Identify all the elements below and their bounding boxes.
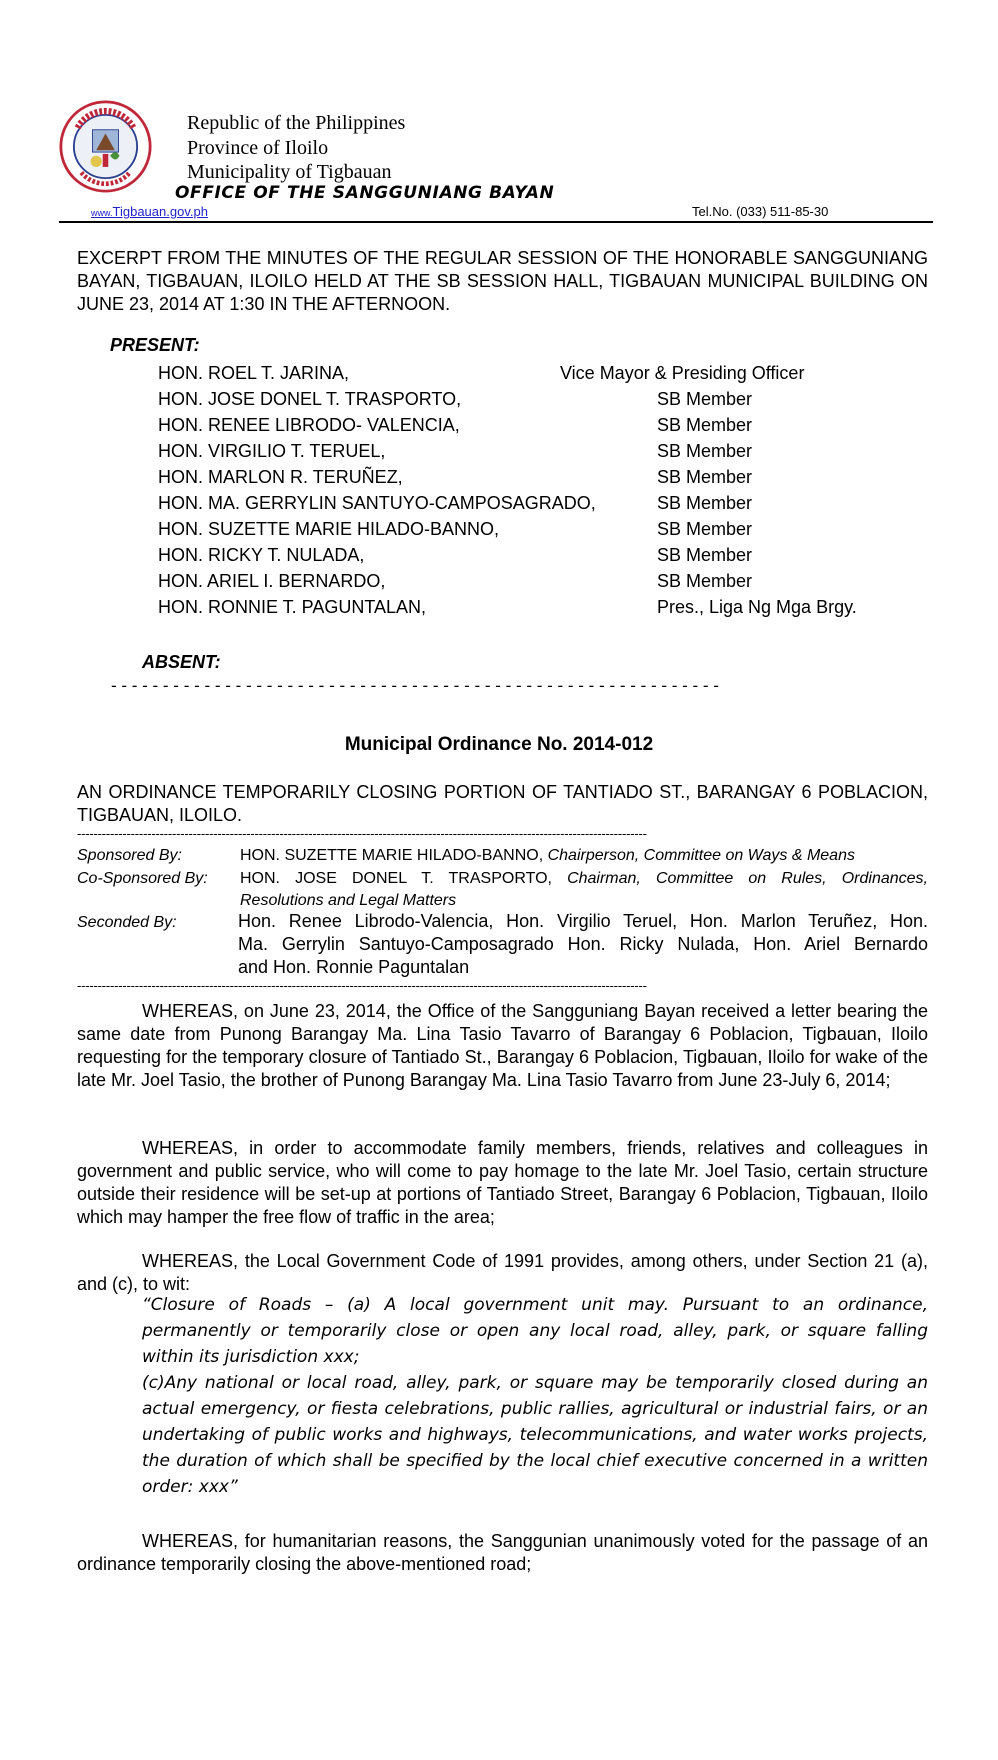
member-role: SB Member — [657, 415, 753, 435]
member-row — [158, 568, 918, 594]
whereas-clause-2: WHEREAS, in order to accommodate family members, friends, relatives and colleagues in government and public service, who will come to pay homage to the late Mr. Joel Tasio, certain structure outside their residence will be set-up at portions of Tantiado Street, Barangay 6 Poblacion, Tigbauan, Iloilo which may hamper the free flow of traffic in the area; — [77, 1138, 928, 1227]
header-office-title: OFFICE OF THE SANGGUNIANG BAYAN — [175, 183, 555, 203]
member-name: HON. RENEE LIBRODO- VALENCIA, — [158, 415, 460, 435]
member-row — [158, 490, 918, 516]
absent-heading: ABSENT: — [142, 652, 221, 672]
sponsor-title: Chairperson, Committee on Ways & Means — [547, 847, 855, 864]
spaced-dash-separator: - - - - - - - - - - - - - - - - - - - - - - - - - - - - - - - - - - - - - - - - - - - - - - - - - - - - - - - - - - - — [111, 676, 719, 695]
members-list — [158, 360, 918, 620]
member-row — [158, 542, 918, 568]
header-rule — [59, 221, 933, 223]
dash-separator-bottom: ------------------------------------------------------------------------------------------------------------------------------------------ — [77, 978, 647, 993]
seconded-line-1: Hon. Renee Librodo-Valencia, Hon. Virgilio Teruel, Hon. Marlon Teruñez, Hon. — [238, 911, 928, 931]
cosponsored-by-value — [240, 868, 928, 912]
present-heading: PRESENT: — [110, 335, 200, 355]
website-domain: Tigbauan.gov.ph — [112, 204, 208, 219]
member-name: HON. JOSE DONEL T. TRASPORTO, — [158, 389, 462, 409]
member-row — [158, 594, 918, 620]
cosponsor-line — [240, 868, 928, 890]
ordinance-title: Municipal Ordinance No. 2014-012 — [344, 734, 654, 755]
member-role: SB Member — [657, 571, 753, 591]
cosponsor-title: Chairman, Committee on Rules, Ordinances, — [567, 870, 928, 887]
member-role: SB Member — [657, 389, 753, 409]
member-role: SB Member — [657, 493, 753, 513]
member-name: HON. VIRGILIO T. TERUEL, — [158, 441, 386, 461]
header-republic: Republic of the Philippines — [187, 112, 406, 134]
member-name: HON. ROEL T. JARINA, — [158, 363, 350, 383]
sponsor-name: HON. SUZETTE MARIE HILADO-BANNO, — [240, 847, 544, 864]
header-telephone: Tel.No. (033) 511-85-30 — [692, 204, 829, 219]
dash-separator-top: ------------------------------------------------------------------------------------------------------------------------------------------ — [77, 826, 647, 841]
member-role: SB Member — [657, 519, 753, 539]
whereas-clause-4: WHEREAS, for humanitarian reasons, the Sanggunian unanimously voted for the passage of an ordinance temporarily closing the above-mentioned road; — [77, 1531, 928, 1574]
cosponsored-by-label: Co-Sponsored By: — [77, 870, 208, 887]
member-name: HON. MARLON R. TERUÑEZ, — [158, 467, 403, 487]
member-role: SB Member — [657, 545, 753, 565]
member-row — [158, 438, 918, 464]
website-prefix: www. — [91, 208, 113, 218]
sponsored-by-label: Sponsored By: — [77, 847, 182, 864]
member-name: HON. RICKY T. NULADA, — [158, 545, 365, 565]
website-link[interactable] — [91, 204, 208, 219]
member-row — [158, 360, 918, 386]
member-name: HON. SUZETTE MARIE HILADO-BANNO, — [158, 519, 500, 539]
member-row — [158, 386, 918, 412]
quote-section-21a: “Closure of Roads – (a) A local government unit may. Pursuant to an ordinance, permanently or temporarily close or open any local road, alley, park, or square falling within its jurisdiction xxx; — [142, 1295, 928, 1367]
member-name: HON. RONNIE T. PAGUNTALAN, — [158, 597, 427, 617]
municipal-seal-logo — [59, 100, 152, 193]
member-role: SB Member — [657, 467, 753, 487]
member-name: HON. MA. GERRYLIN SANTUYO-CAMPOSAGRADO, — [158, 493, 596, 513]
member-role: Pres., Liga Ng Mga Brgy. — [657, 597, 857, 617]
member-role: Vice Mayor & Presiding Officer — [560, 363, 805, 383]
seconded-by-value — [238, 910, 928, 979]
seconded-line-2: Ma. Gerrylin Santuyo-Camposagrado Hon. Ricky Nulada, Hon. Ariel Bernardo — [238, 934, 928, 954]
member-name: HON. ARIEL I. BERNARDO, — [158, 571, 386, 591]
member-role: SB Member — [657, 441, 753, 461]
header-municipality: Municipality of Tigbauan — [187, 161, 392, 183]
whereas-clause-3: WHEREAS, the Local Government Code of 1991 provides, among others, under Section 21 (a), and (c), to wit: — [77, 1251, 928, 1294]
member-row — [158, 412, 918, 438]
member-row — [158, 464, 918, 490]
ordinance-description: AN ORDINANCE TEMPORARILY CLOSING PORTION OF TANTIADO ST., BARANGAY 6 POBLACION, TIGBAUAN, ILOILO. — [77, 782, 928, 825]
seconded-by-label: Seconded By: — [77, 914, 177, 931]
seconded-line-3: and Hon. Ronnie Paguntalan — [238, 957, 470, 977]
cosponsor-title-continued: Resolutions and Legal Matters — [240, 892, 457, 909]
sponsored-by-value — [240, 845, 855, 867]
member-row — [158, 516, 918, 542]
quote-section-21c: (c)Any national or local road, alley, park, or square may be temporarily closed during an actual emergency, or fiesta celebrations, public rallies, agricultural or industrial fairs, or an undertaking of public works and highways, telecommunications, and water works projects, the duration of which shall be specified by the local chief executive concerned in a written order: xxx” — [142, 1373, 928, 1497]
cosponsor-name: HON. JOSE DONEL T. TRASPORTO, — [240, 870, 552, 887]
excerpt-paragraph: EXCERPT FROM THE MINUTES OF THE REGULAR SESSION OF THE HONORABLE SANGGUNIANG BAYAN, TIGBAUAN, ILOILO HELD AT THE SB SESSION HALL, TIGBAUAN MUNICIPAL BUILDING ON JUNE 23, 2014 AT 1:30 IN THE AFTERNOON. — [77, 248, 928, 314]
whereas-clause-1: WHEREAS, on June 23, 2014, the Office of the Sangguniang Bayan received a letter bearing the same date from Punong Barangay Ma. Lina Tasio Tavarro of Barangay 6 Poblacion, Tigbauan, Iloilo requesting for the temporary closure of Tantiado St., Barangay 6 Poblacion, Tigbauan, Iloilo for wake of the late Mr. Joel Tasio, the brother of Punong Barangay Ma. Lina Tasio Tavarro from June 23-July 6, 2014; — [77, 1001, 928, 1090]
header-province: Province of Iloilo — [187, 137, 329, 159]
